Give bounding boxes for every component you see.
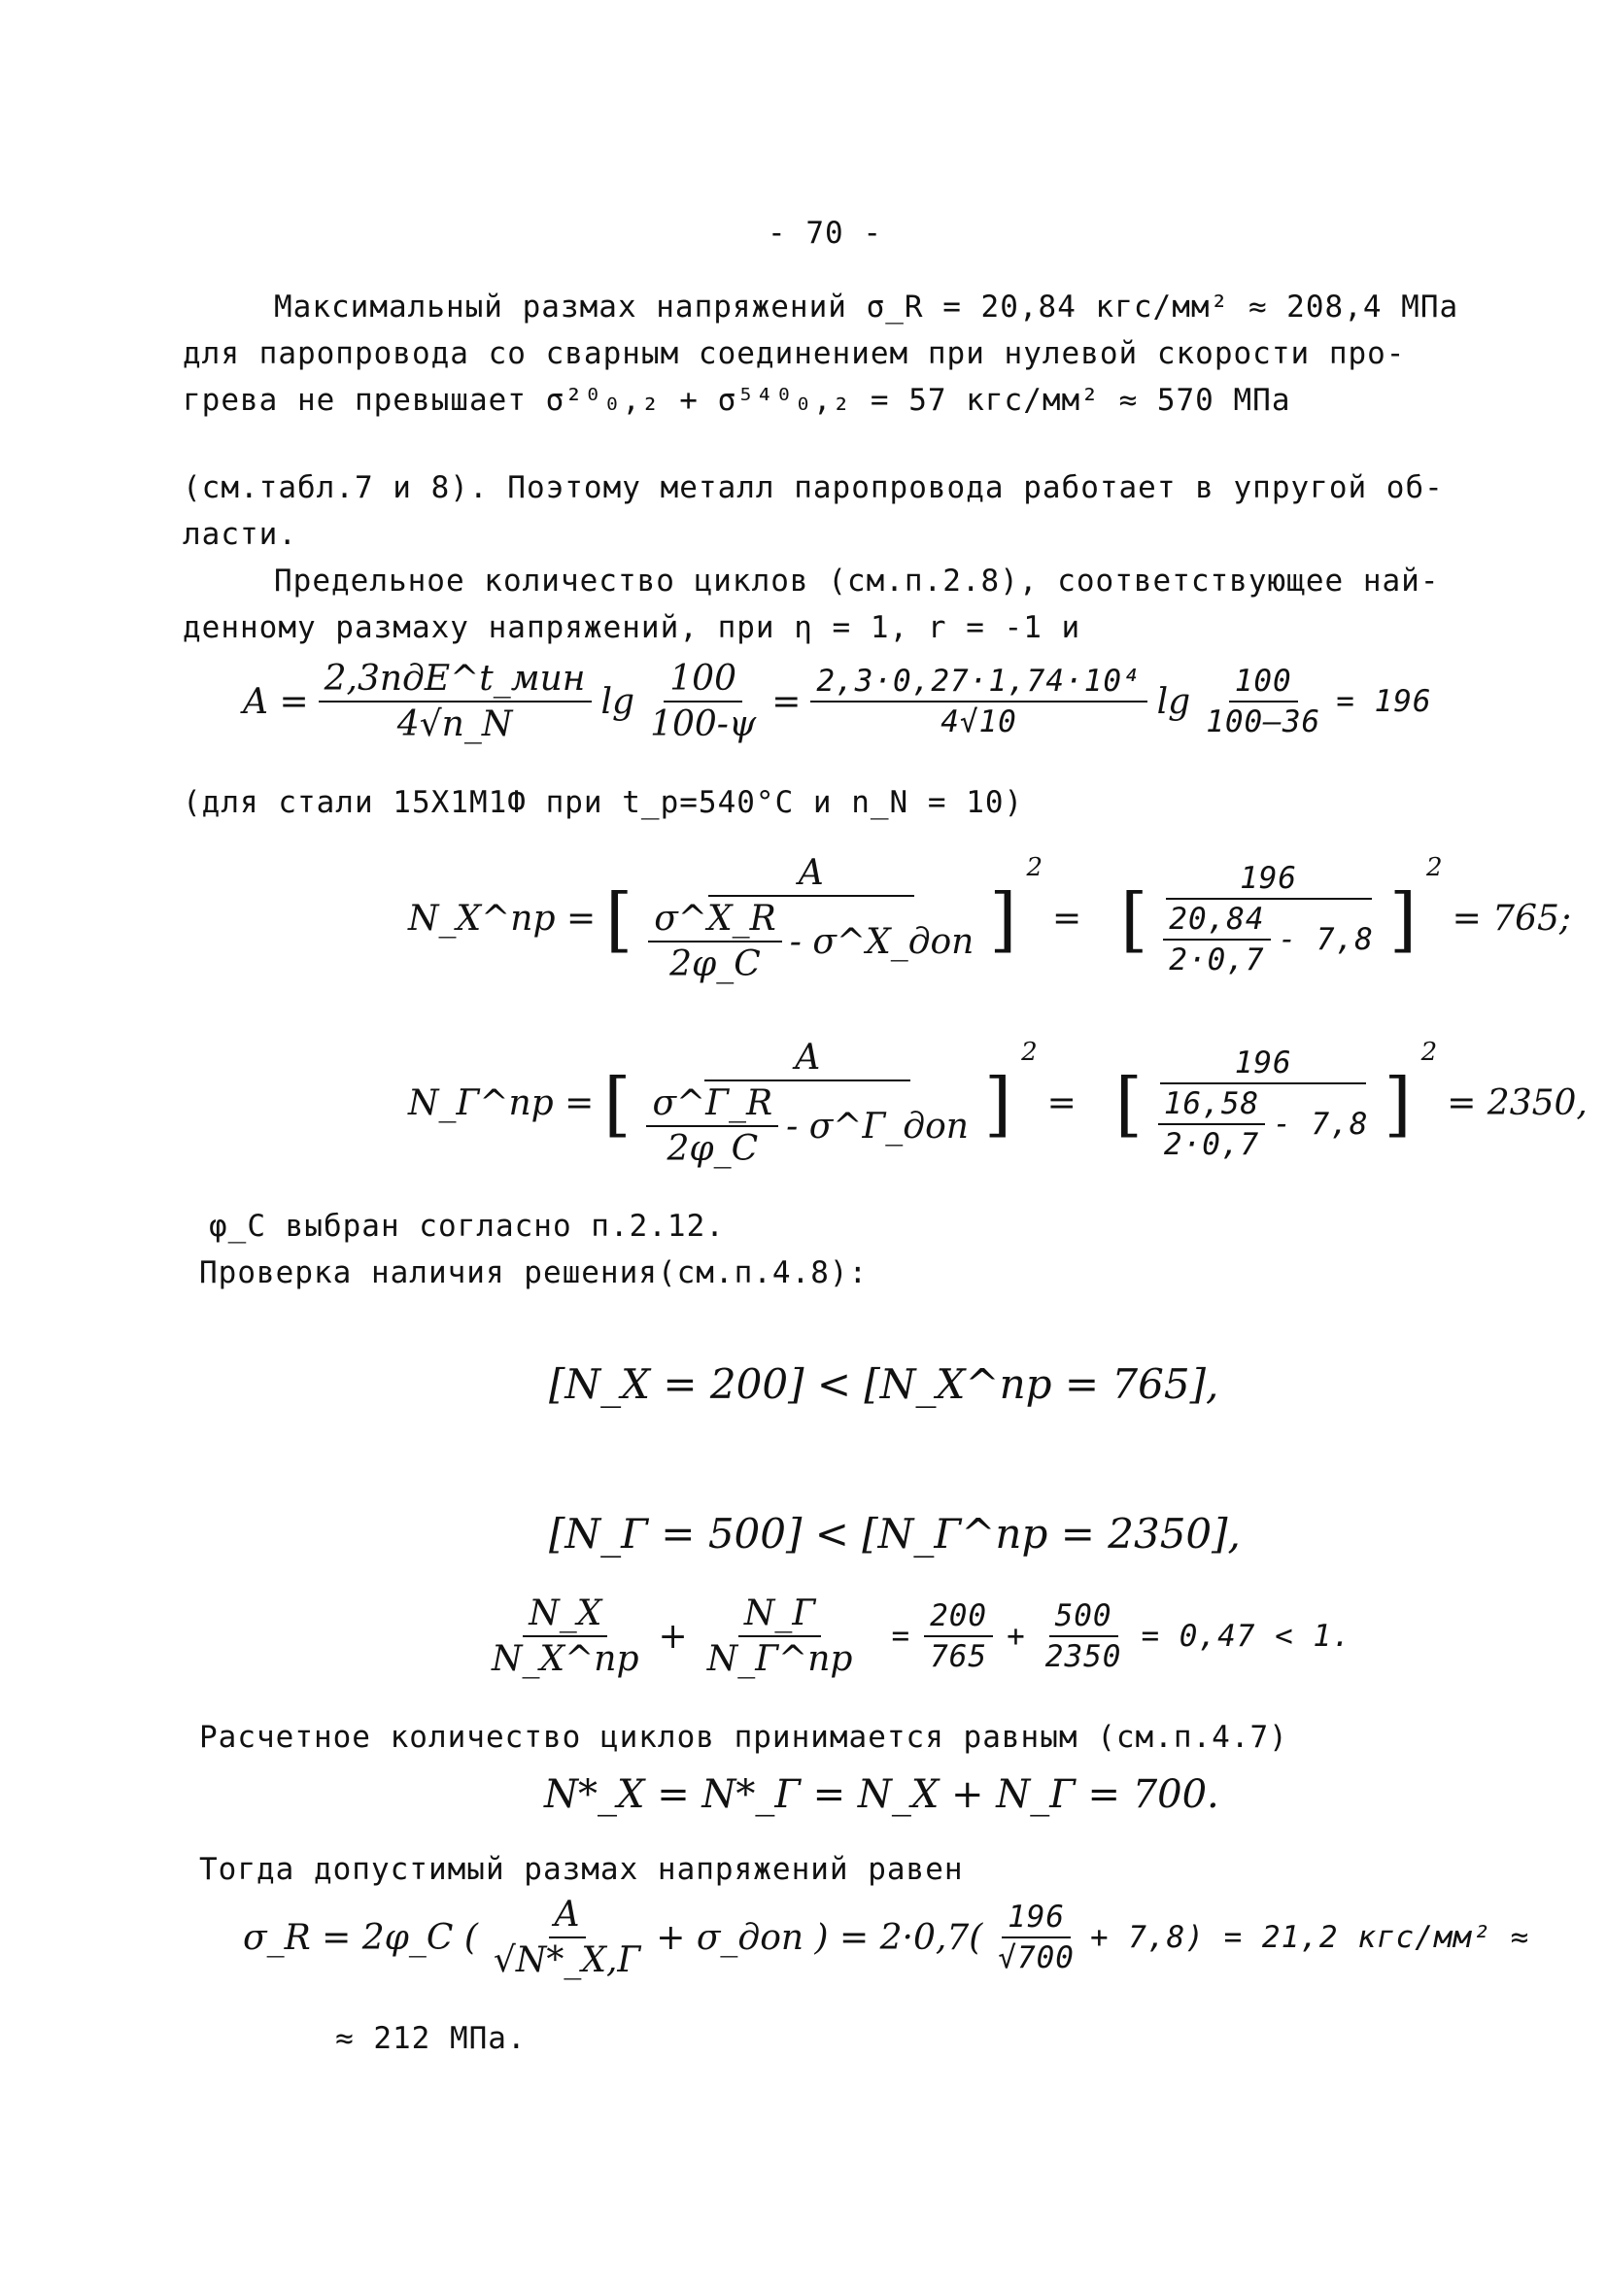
phi-note: φ_C выбран согласно п.2.12.	[209, 1209, 725, 1244]
eq-nx-v-close: ]	[1388, 877, 1418, 960]
eq-nx-frac	[642, 853, 979, 984]
calc-cycles-note: Расчетное количество циклов принимается равным (см.п.4.7)	[199, 1720, 1288, 1755]
sigma-lhs: σ_R = 2φ_C (	[243, 1917, 478, 1958]
eq-nr-v-num: 196	[1160, 1045, 1366, 1084]
eq-a-frac4-den: 100–36	[1206, 704, 1321, 739]
eq-nr-den	[640, 1081, 974, 1169]
eq-a-result: = 196	[1336, 684, 1432, 719]
eq-nr-v-close: ]	[1384, 1062, 1412, 1145]
sum-f1-num: N_X	[523, 1593, 607, 1637]
para3-line2: денному размаху напряжений, при η = 1, r = -1 и	[183, 610, 1081, 645]
eq-nx-v-num: 196	[1166, 861, 1372, 900]
sum-vfrac2	[1040, 1598, 1128, 1674]
eq-a-frac4-num: 100	[1229, 664, 1298, 703]
para3-line1: Предельное количество циклов (см.п.2.8), соответствующее най-	[274, 564, 1440, 599]
eq-a-lg: lg	[600, 681, 635, 722]
page-number: - 70 -	[768, 216, 882, 251]
equation-n-star: N*_X = N*_Г = N_X + N_Г = 700.	[544, 1772, 1219, 1817]
eq-nr-den-top: σ^Г_R	[646, 1083, 778, 1127]
para1-line2: для паропровода со сварным соединением при нулевой скорости про-	[183, 336, 1406, 371]
eq-nx-v-open: [	[1120, 877, 1148, 960]
sigma-den: √N*_X,Г	[493, 1940, 641, 1980]
sum-v2-num: 500	[1049, 1598, 1118, 1637]
eq-nr-eq: =	[1046, 1083, 1077, 1123]
final-result: ≈ 212 МПа.	[335, 2021, 527, 2056]
eq-a-eq: =	[771, 681, 802, 722]
eq-nr-v-open: [	[1114, 1062, 1143, 1145]
sum-f1-den: N_X^пр	[492, 1639, 639, 1679]
equation-nx	[408, 853, 1571, 984]
para2-line2: ласти.	[183, 517, 297, 552]
eq-nr-bracket-close: ]	[983, 1062, 1012, 1145]
eq-nr-v-den	[1152, 1084, 1375, 1162]
sigma-frac	[488, 1895, 646, 1980]
eq-a-frac1-den: 4√n_N	[396, 704, 513, 744]
eq-nr-lhs: N_Г^пр =	[408, 1083, 595, 1123]
eq-nr-den-bot: 2φ_C	[667, 1129, 759, 1169]
equation-sigma	[243, 1895, 1529, 1980]
equation-nr	[408, 1038, 1588, 1169]
sum-frac1	[486, 1593, 645, 1679]
eq-a-frac4	[1200, 664, 1326, 739]
eq-nx-den-top: σ^X_R	[648, 899, 781, 942]
eq-a-frac2-den: 100-ψ	[650, 704, 757, 744]
eq-a-frac3	[810, 664, 1146, 739]
eq-nr-v-minus: - 7,8	[1273, 1106, 1369, 1142]
para2-line1: (см.табл.7 и 8). Поэтому металл паропровода работает в упругой об-	[183, 470, 1444, 505]
eq-nx-den	[642, 897, 979, 984]
eq-nx-vfrac	[1157, 861, 1380, 977]
eq-a-frac2	[644, 659, 762, 744]
sigma-v-den: √700	[998, 1940, 1075, 1975]
eq-nx-v-sq: 2	[1426, 853, 1443, 882]
sum-vfrac1	[924, 1598, 993, 1674]
sum-eq: =	[891, 1619, 911, 1654]
check-note: Проверка наличия решения(см.п.4.8):	[199, 1255, 869, 1290]
sigma-v-num: 196	[1002, 1900, 1071, 1938]
eq-nx-eq: =	[1052, 899, 1082, 939]
eq-nx-v-den	[1157, 900, 1380, 977]
eq-nx-result: = 765;	[1452, 899, 1572, 939]
eq-nr-result: = 2350,	[1447, 1083, 1588, 1123]
eq-a-frac2-num: 100	[664, 659, 742, 703]
eq-nr-minus: - σ^Г_доп	[786, 1106, 969, 1147]
steel-note: (для стали 15Х1М1Ф при t_p=540°C и n_N = 10)	[183, 785, 1024, 820]
equation-a	[243, 659, 1432, 744]
sum-frac2	[701, 1593, 859, 1679]
eq-nx-v-den-bot: 2·0,7	[1169, 942, 1265, 977]
eq-nx-minus: - σ^X_доп	[789, 921, 974, 962]
eq-a-frac1	[319, 659, 592, 744]
sum-plus2: +	[1007, 1619, 1026, 1654]
sum-f2-den: N_Г^пр	[706, 1639, 853, 1679]
sum-plus1: +	[658, 1616, 688, 1657]
eq-nr-num: A	[704, 1038, 910, 1081]
eq-nr-bracket-open: [	[603, 1062, 632, 1145]
sum-v1-num: 200	[924, 1598, 993, 1637]
eq-a-lg2: lg	[1156, 681, 1191, 722]
sigma-num: A	[549, 1895, 586, 1938]
eq-nx-num: A	[708, 853, 914, 897]
eq-nx-bracket-open: [	[605, 877, 633, 960]
eq-nx-lhs: N_X^пр =	[408, 899, 597, 939]
eq-nr-frac	[640, 1038, 974, 1169]
sigma-vfrac	[992, 1900, 1080, 1975]
eq-nr-sq: 2	[1021, 1038, 1038, 1067]
equation-sum	[486, 1593, 1351, 1679]
eq-nr-v-den-bot: 2·0,7	[1163, 1126, 1260, 1162]
sum-v2-den: 2350	[1044, 1639, 1122, 1674]
para1-line1: Максимальный размах напряжений σ_R = 20,84 кгс/мм² ≈ 208,4 МПа	[274, 290, 1459, 325]
eq-a-frac3-num: 2,3·0,27·1,74·10⁴	[810, 664, 1146, 703]
inequality-r: [N_Г = 500] < [N_Г^пр = 2350],	[549, 1510, 1241, 1558]
sigma-plus: + σ_доп ) = 2·0,7(	[656, 1917, 983, 1958]
eq-nx-sq: 2	[1026, 853, 1043, 882]
eq-a-lhs: A =	[243, 681, 309, 722]
sum-result: = 0,47 < 1.	[1141, 1619, 1351, 1654]
eq-nx-bracket-close: ]	[989, 877, 1017, 960]
eq-nx-den-bot: 2φ_C	[669, 944, 761, 984]
sum-f2-num: N_Г	[738, 1593, 821, 1637]
eq-a-frac1-num: 2,3nдE^t_мин	[319, 659, 592, 703]
eq-nx-v-den-top: 20,84	[1163, 902, 1270, 941]
eq-a-frac3-den: 4√10	[940, 704, 1017, 739]
eq-nr-v-sq: 2	[1420, 1038, 1438, 1067]
eq-nr-vfrac	[1152, 1045, 1375, 1162]
eq-nr-v-den-top: 16,58	[1158, 1086, 1265, 1125]
sigma-tail: + 7,8) = 21,2 кгс/мм² ≈	[1089, 1920, 1530, 1955]
allowed-note: Тогда допустимый размах напряжений равен	[199, 1852, 964, 1887]
eq-nx-v-minus: - 7,8	[1278, 921, 1374, 957]
para1-line3: грева не превышает σ²⁰₀,₂ + σ⁵⁴⁰₀,₂ = 57 кгс/мм² ≈ 570 МПа	[183, 383, 1291, 418]
sum-v1-den: 765	[930, 1639, 988, 1674]
inequality-x: [N_X = 200] < [N_X^пр = 765],	[549, 1360, 1219, 1408]
